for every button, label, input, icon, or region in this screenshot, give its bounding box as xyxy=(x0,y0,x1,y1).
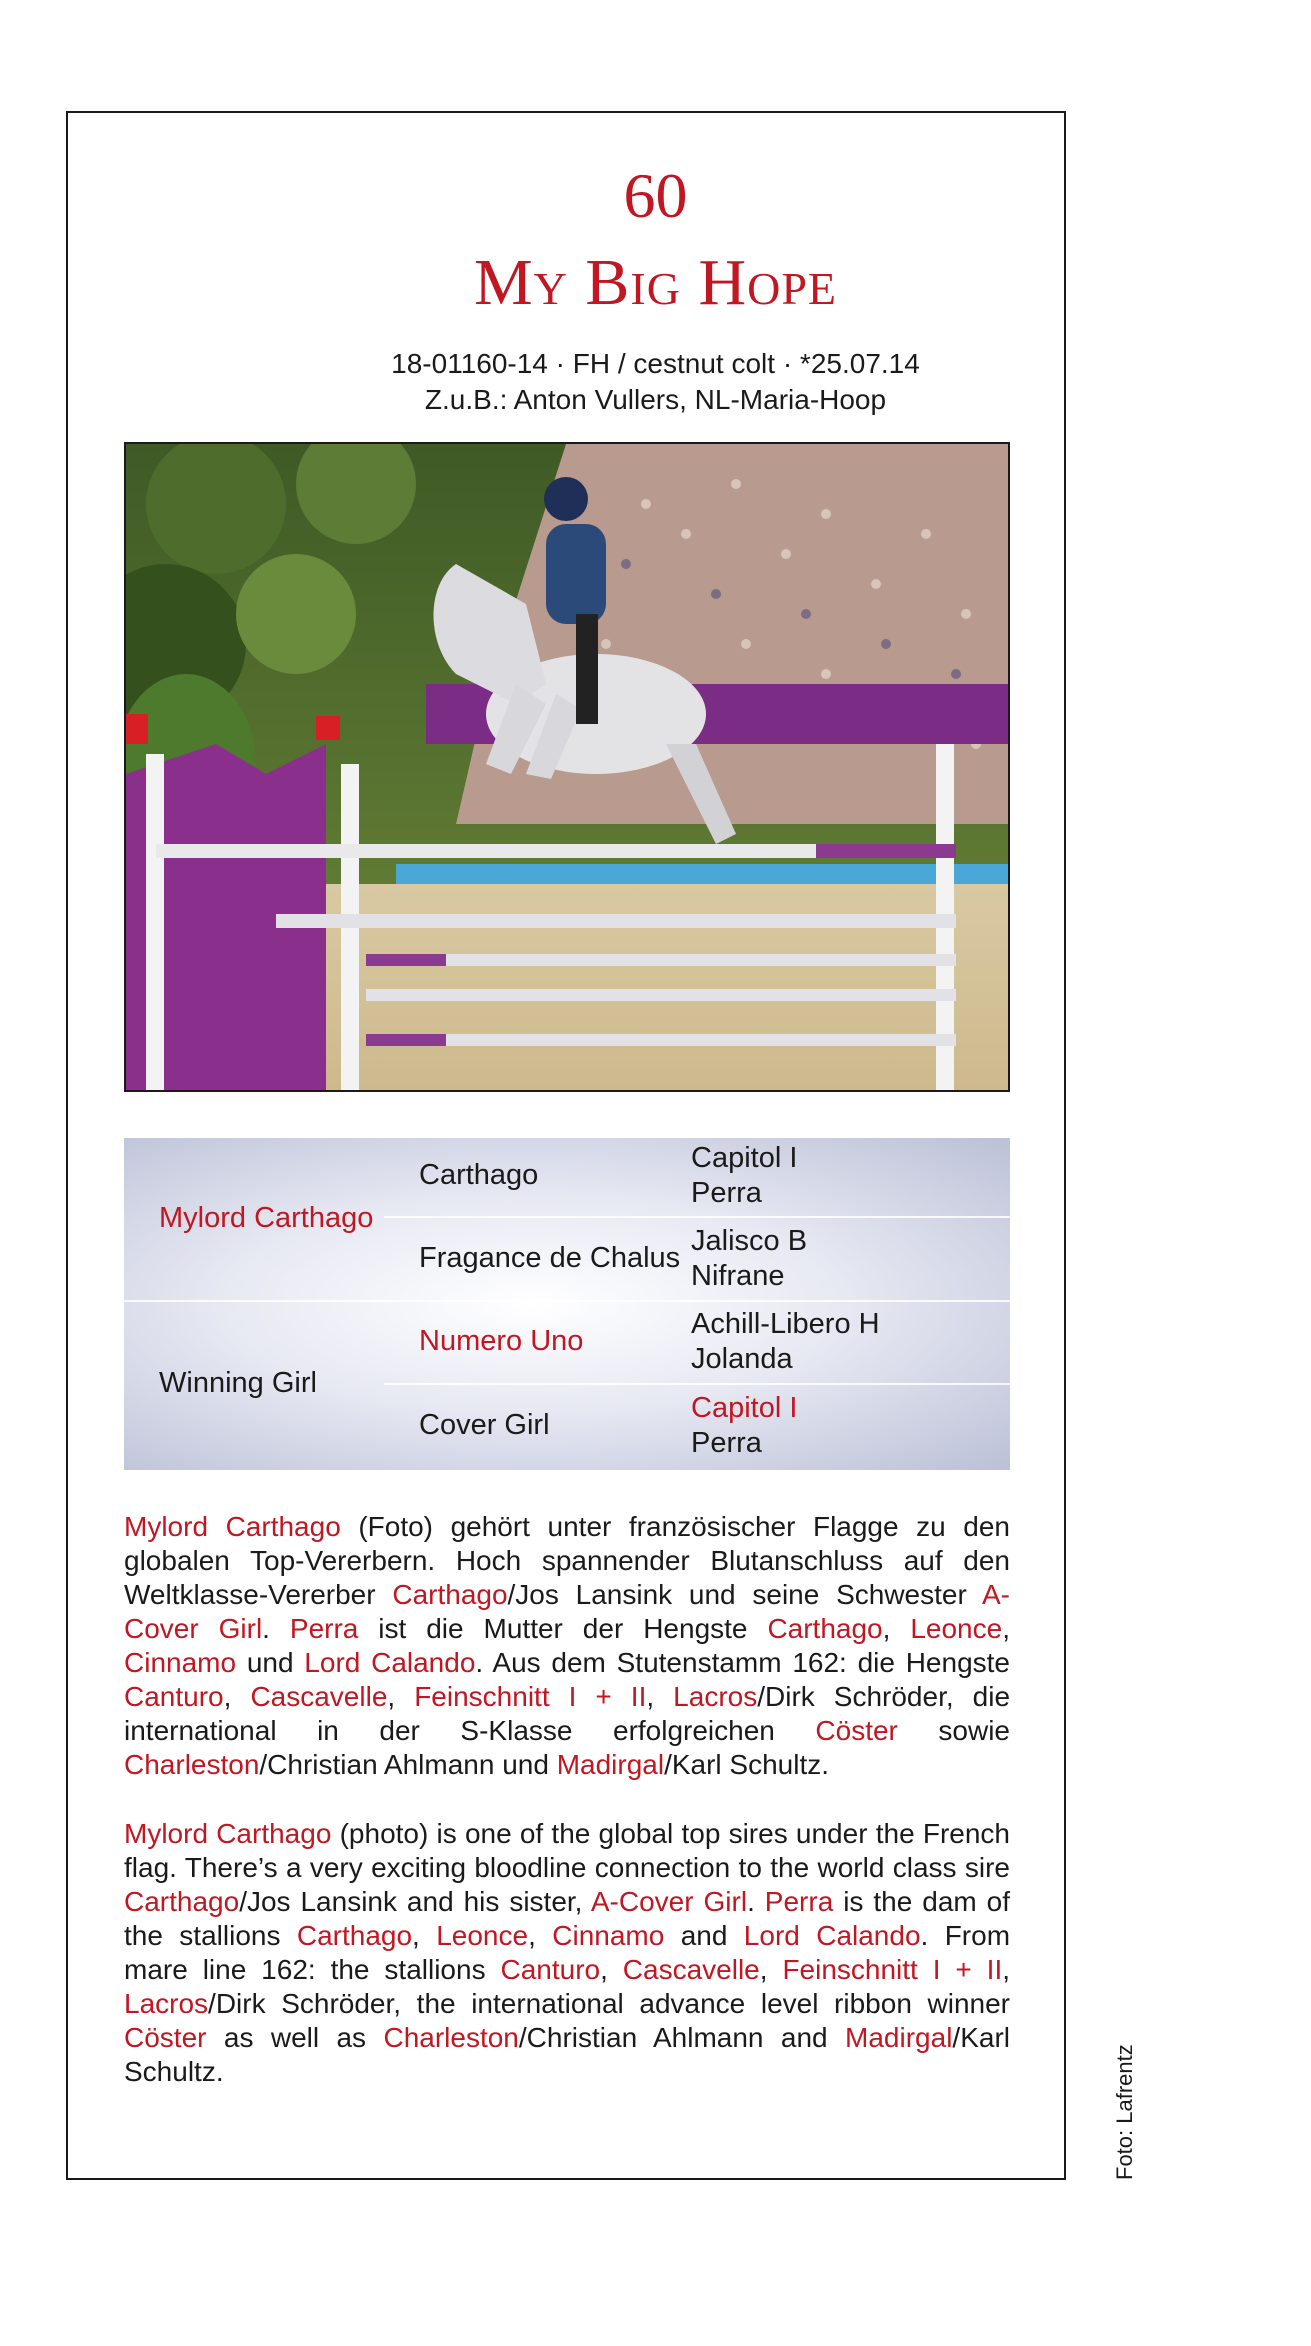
pedigree-sire-sire: Carthago xyxy=(419,1159,539,1191)
lot-number: 60 xyxy=(623,160,688,231)
highlighted-horse-name: Lacros xyxy=(673,1681,758,1712)
highlighted-horse-name: Cascavelle xyxy=(622,1954,760,1985)
text-run: ist die Mutter der Hengste xyxy=(358,1613,768,1644)
text-run: , xyxy=(412,1920,437,1951)
pedigree-ss-dam: Perra xyxy=(691,1177,762,1209)
highlighted-horse-name: Canturo xyxy=(500,1954,601,1985)
highlighted-horse-name: A-Cover Girl xyxy=(124,1579,1010,1644)
text-run: und xyxy=(236,1647,305,1678)
horse-name: My Big Hope xyxy=(473,246,838,319)
text-run: , xyxy=(1002,1954,1011,1985)
highlighted-horse-name: Feinschnitt I + II xyxy=(414,1681,647,1712)
highlighted-horse-name: Madirgal xyxy=(556,1749,665,1780)
pedigree-sire-dam: Fragance de Chalus xyxy=(419,1242,681,1274)
pedigree-ds-dam: Jolanda xyxy=(691,1343,793,1375)
highlighted-horse-name: Lacros xyxy=(124,1988,209,2019)
pedigree-sd-sire: Jalisco B xyxy=(691,1225,808,1257)
highlighted-horse-name: Cinnamo xyxy=(124,1647,237,1678)
pedigree-ss-sire: Capitol I xyxy=(691,1142,798,1174)
highlighted-horse-name: Charleston xyxy=(124,1749,260,1780)
highlighted-horse-name: Feinschnitt I + II xyxy=(782,1954,1003,1985)
pedigree-divider xyxy=(384,1383,1010,1385)
highlighted-horse-name: Mylord Carthago xyxy=(124,1511,341,1542)
pedigree-divider xyxy=(384,1216,1010,1218)
highlighted-horse-name: A-Cover Girl xyxy=(590,1886,748,1917)
highlighted-horse-name: Leonce xyxy=(436,1920,529,1951)
pedigree-divider xyxy=(124,1300,1010,1302)
text-run: is the dam of the stallions xyxy=(124,1886,1011,1951)
horse-registration-line: 18-01160-14 · FH / cestnut colt · *25.07.14 xyxy=(391,348,920,379)
highlighted-horse-name: Charleston xyxy=(383,2022,519,2053)
text-run: (Foto) gehört unter französischer Flagge zu den globalen Top-Vererbern. Hoch spannender Blutanschluss auf den Weltklasse-Vererber xyxy=(124,1511,1010,1610)
highlighted-horse-name: Cöster xyxy=(815,1715,898,1746)
text-run: , xyxy=(759,1954,783,1985)
description-german xyxy=(124,1510,1010,1782)
text-run: /Jos Lansink und seine Schwester xyxy=(507,1579,982,1610)
text-run: , xyxy=(528,1920,553,1951)
highlighted-horse-name: Cinnamo xyxy=(552,1920,665,1951)
text-run: /Karl Schultz. xyxy=(664,1749,830,1780)
text-run: , xyxy=(600,1954,623,1985)
highlighted-horse-name: Madirgal xyxy=(845,2022,953,2053)
highlighted-horse-name: Lord Calando xyxy=(304,1647,476,1678)
pedigree-dam-sire: Numero Uno xyxy=(419,1325,584,1357)
pedigree-dd-dam: Perra xyxy=(691,1427,762,1459)
text-run: (photo) is one of the global top sires under the French flag. There’s a very exciting bloodline connection to the world class sire xyxy=(124,1818,1010,1883)
breeder-line: Z.u.B.: Anton Vullers, NL-Maria-Hoop xyxy=(424,384,887,415)
pedigree-sire: Mylord Carthago xyxy=(159,1202,374,1234)
text-run: /Christian Ahlmann und xyxy=(259,1749,557,1780)
highlighted-horse-name: Carthago xyxy=(392,1579,508,1610)
pedigree-ds-sire: Achill-Libero H xyxy=(691,1308,880,1340)
text-run: . xyxy=(747,1886,765,1917)
photo-credit: Foto: Lafrentz xyxy=(1112,2044,1137,2180)
text-run: , xyxy=(387,1681,415,1712)
highlighted-horse-name: Canturo xyxy=(124,1681,224,1712)
horse-photo xyxy=(124,442,1010,1092)
highlighted-horse-name: Perra xyxy=(764,1886,834,1917)
highlighted-horse-name: Perra xyxy=(289,1613,359,1644)
text-run: . From mare line 162: the stallions xyxy=(124,1920,1011,1985)
highlighted-horse-name: Mylord Carthago xyxy=(124,1818,332,1849)
text-run: . xyxy=(262,1613,290,1644)
text-run: . Aus dem Stutenstamm 162: die Hengste xyxy=(475,1647,1010,1678)
text-run: , xyxy=(646,1681,674,1712)
text-run: , xyxy=(1002,1613,1010,1644)
text-run: , xyxy=(882,1613,911,1644)
text-run: as well as xyxy=(206,2022,384,2053)
highlighted-horse-name: Cöster xyxy=(124,2022,207,2053)
highlighted-horse-name: Carthago xyxy=(124,1886,240,1917)
description-english xyxy=(124,1817,1010,2089)
text-run: /Jos Lansink and his sister, xyxy=(239,1886,591,1917)
pedigree-dam-dam: Cover Girl xyxy=(419,1409,550,1441)
text-run: /Karl Schultz. xyxy=(124,2022,1010,2087)
text-run: , xyxy=(223,1681,251,1712)
highlighted-horse-name: Lord Calando xyxy=(743,1920,921,1951)
highlighted-horse-name: Carthago xyxy=(767,1613,883,1644)
pedigree-dam: Winning Girl xyxy=(159,1367,317,1399)
highlighted-horse-name: Carthago xyxy=(296,1920,413,1951)
text-run: sowie xyxy=(897,1715,1010,1746)
text-run: and xyxy=(664,1920,744,1951)
text-run: /Christian Ahlmann and xyxy=(518,2022,846,2053)
text-run: /Dirk Schröder, die international in der S-Klasse erfolgreichen xyxy=(124,1681,1011,1746)
text-run: /Dirk Schröder, the international advance level ribbon winner xyxy=(208,1988,1010,2019)
highlighted-horse-name: Leonce xyxy=(910,1613,1003,1644)
highlighted-horse-name: Cascavelle xyxy=(250,1681,388,1712)
pedigree-dd-sire: Capitol I xyxy=(691,1392,798,1424)
pedigree-sd-dam: Nifrane xyxy=(691,1260,785,1292)
pedigree-table xyxy=(124,1138,1010,1470)
